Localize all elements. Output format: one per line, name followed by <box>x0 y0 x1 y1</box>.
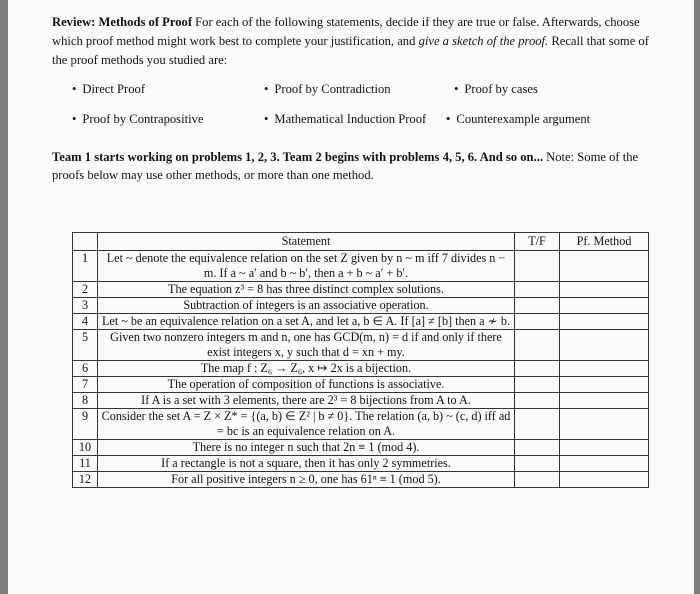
intro-text-1: For each of the following statements, decide if they are true or false. Afterwards, choose which proof method might work best to complete your justification, and <box>52 15 640 48</box>
row-number: 4 <box>73 314 98 330</box>
row-statement: Given two nonzero integers m and n, one has GCD(m, n) = d if and only if there exist integers x, y such that d = xn + my. <box>98 330 515 361</box>
team-bold: Team 1 starts working on problems 1, 2, 3. Team 2 begins with problems 4, 5, 6. And so on... <box>52 150 543 164</box>
header-tf: T/F <box>515 233 560 251</box>
row-statement: There is no integer n such that 2n ≡ 1 (mod 4). <box>98 440 515 456</box>
tf-cell[interactable] <box>515 409 560 440</box>
tf-cell[interactable] <box>515 251 560 282</box>
table-row <box>73 282 649 298</box>
header-num <box>73 233 98 251</box>
table-row <box>73 440 649 456</box>
header-statement: Statement <box>98 233 515 251</box>
intro-heading: Review: Methods of Proof <box>52 15 193 29</box>
row-statement: If A is a set with 3 elements, there are 2³ = 8 bijections from A to A. <box>98 393 515 409</box>
problems-table <box>72 232 649 488</box>
row-number: 3 <box>73 298 98 314</box>
row-number: 10 <box>73 440 98 456</box>
table-row <box>73 472 649 488</box>
method-item: • Proof by Contradiction <box>264 82 391 97</box>
table-row <box>73 298 649 314</box>
pf-cell[interactable] <box>560 456 649 472</box>
pf-cell[interactable] <box>560 361 649 377</box>
pf-cell[interactable] <box>560 282 649 298</box>
tf-cell[interactable] <box>515 456 560 472</box>
pf-cell[interactable] <box>560 377 649 393</box>
table-row <box>73 409 649 440</box>
method-item: • Proof by Contrapositive <box>72 112 203 127</box>
row-number: 2 <box>73 282 98 298</box>
methods-list <box>72 82 672 142</box>
tf-cell[interactable] <box>515 298 560 314</box>
row-statement: The map f : Z₆ → Z₆, x ↦ 2x is a bijection. <box>98 361 515 377</box>
tf-cell[interactable] <box>515 361 560 377</box>
table-row <box>73 314 649 330</box>
tf-cell[interactable] <box>515 472 560 488</box>
method-item: • Proof by cases <box>454 82 538 97</box>
row-number: 8 <box>73 393 98 409</box>
row-number: 12 <box>73 472 98 488</box>
tf-cell[interactable] <box>515 440 560 456</box>
pf-cell[interactable] <box>560 314 649 330</box>
pf-cell[interactable] <box>560 393 649 409</box>
tf-cell[interactable] <box>515 314 560 330</box>
row-statement: The equation z³ = 8 has three distinct complex solutions. <box>98 282 515 298</box>
intro-text-2: Recall that some of the proof methods you studied are: <box>52 34 649 67</box>
intro-paragraph <box>52 13 662 70</box>
pf-cell[interactable] <box>560 330 649 361</box>
row-number: 7 <box>73 377 98 393</box>
row-number: 9 <box>73 409 98 440</box>
pf-cell[interactable] <box>560 409 649 440</box>
method-item: • Counterexample argument <box>446 112 590 127</box>
row-number: 5 <box>73 330 98 361</box>
team-instructions <box>52 148 662 184</box>
tf-cell[interactable] <box>515 377 560 393</box>
team-note: Note: Some of the proofs below may use other methods, or more than one method. <box>52 150 639 182</box>
tf-cell[interactable] <box>515 282 560 298</box>
intro-text-italic: give a sketch of the proof. <box>418 34 549 48</box>
table-row <box>73 456 649 472</box>
method-item: • Mathematical Induction Proof <box>264 112 426 127</box>
row-number: 6 <box>73 361 98 377</box>
row-number: 1 <box>73 251 98 282</box>
row-statement: Let ~ be an equivalence relation on a set A, and let a, b ∈ A. If [a] ≠ [b] then a ≁ b. <box>98 314 515 330</box>
table-row <box>73 377 649 393</box>
row-statement: Subtraction of integers is an associative operation. <box>98 298 515 314</box>
pf-cell[interactable] <box>560 251 649 282</box>
row-statement: Let ~ denote the equivalence relation on the set Z given by n ~ m iff 7 divides n − m. If a ~ a′ and b ~ b′, then a + b ~ a′ + b′. <box>98 251 515 282</box>
tf-cell[interactable] <box>515 330 560 361</box>
row-statement: Consider the set A = Z × Z* = {(a, b) ∈ Z² | b ≠ 0}. The relation (a, b) ~ (c, d) iff ad = bc is an equivalence relation on A. <box>98 409 515 440</box>
pf-cell[interactable] <box>560 440 649 456</box>
row-number: 11 <box>73 456 98 472</box>
row-statement: For all positive integers n ≥ 0, one has 61ⁿ ≡ 1 (mod 5). <box>98 472 515 488</box>
method-item: • Direct Proof <box>72 82 145 97</box>
table-row <box>73 251 649 282</box>
row-statement: The operation of composition of functions is associative. <box>98 377 515 393</box>
pf-cell[interactable] <box>560 298 649 314</box>
table-row <box>73 330 649 361</box>
tf-cell[interactable] <box>515 393 560 409</box>
row-statement: If a rectangle is not a square, then it has only 2 symmetries. <box>98 456 515 472</box>
table-row <box>73 361 649 377</box>
table-row <box>73 393 649 409</box>
pf-cell[interactable] <box>560 472 649 488</box>
header-pf: Pf. Method <box>560 233 649 251</box>
